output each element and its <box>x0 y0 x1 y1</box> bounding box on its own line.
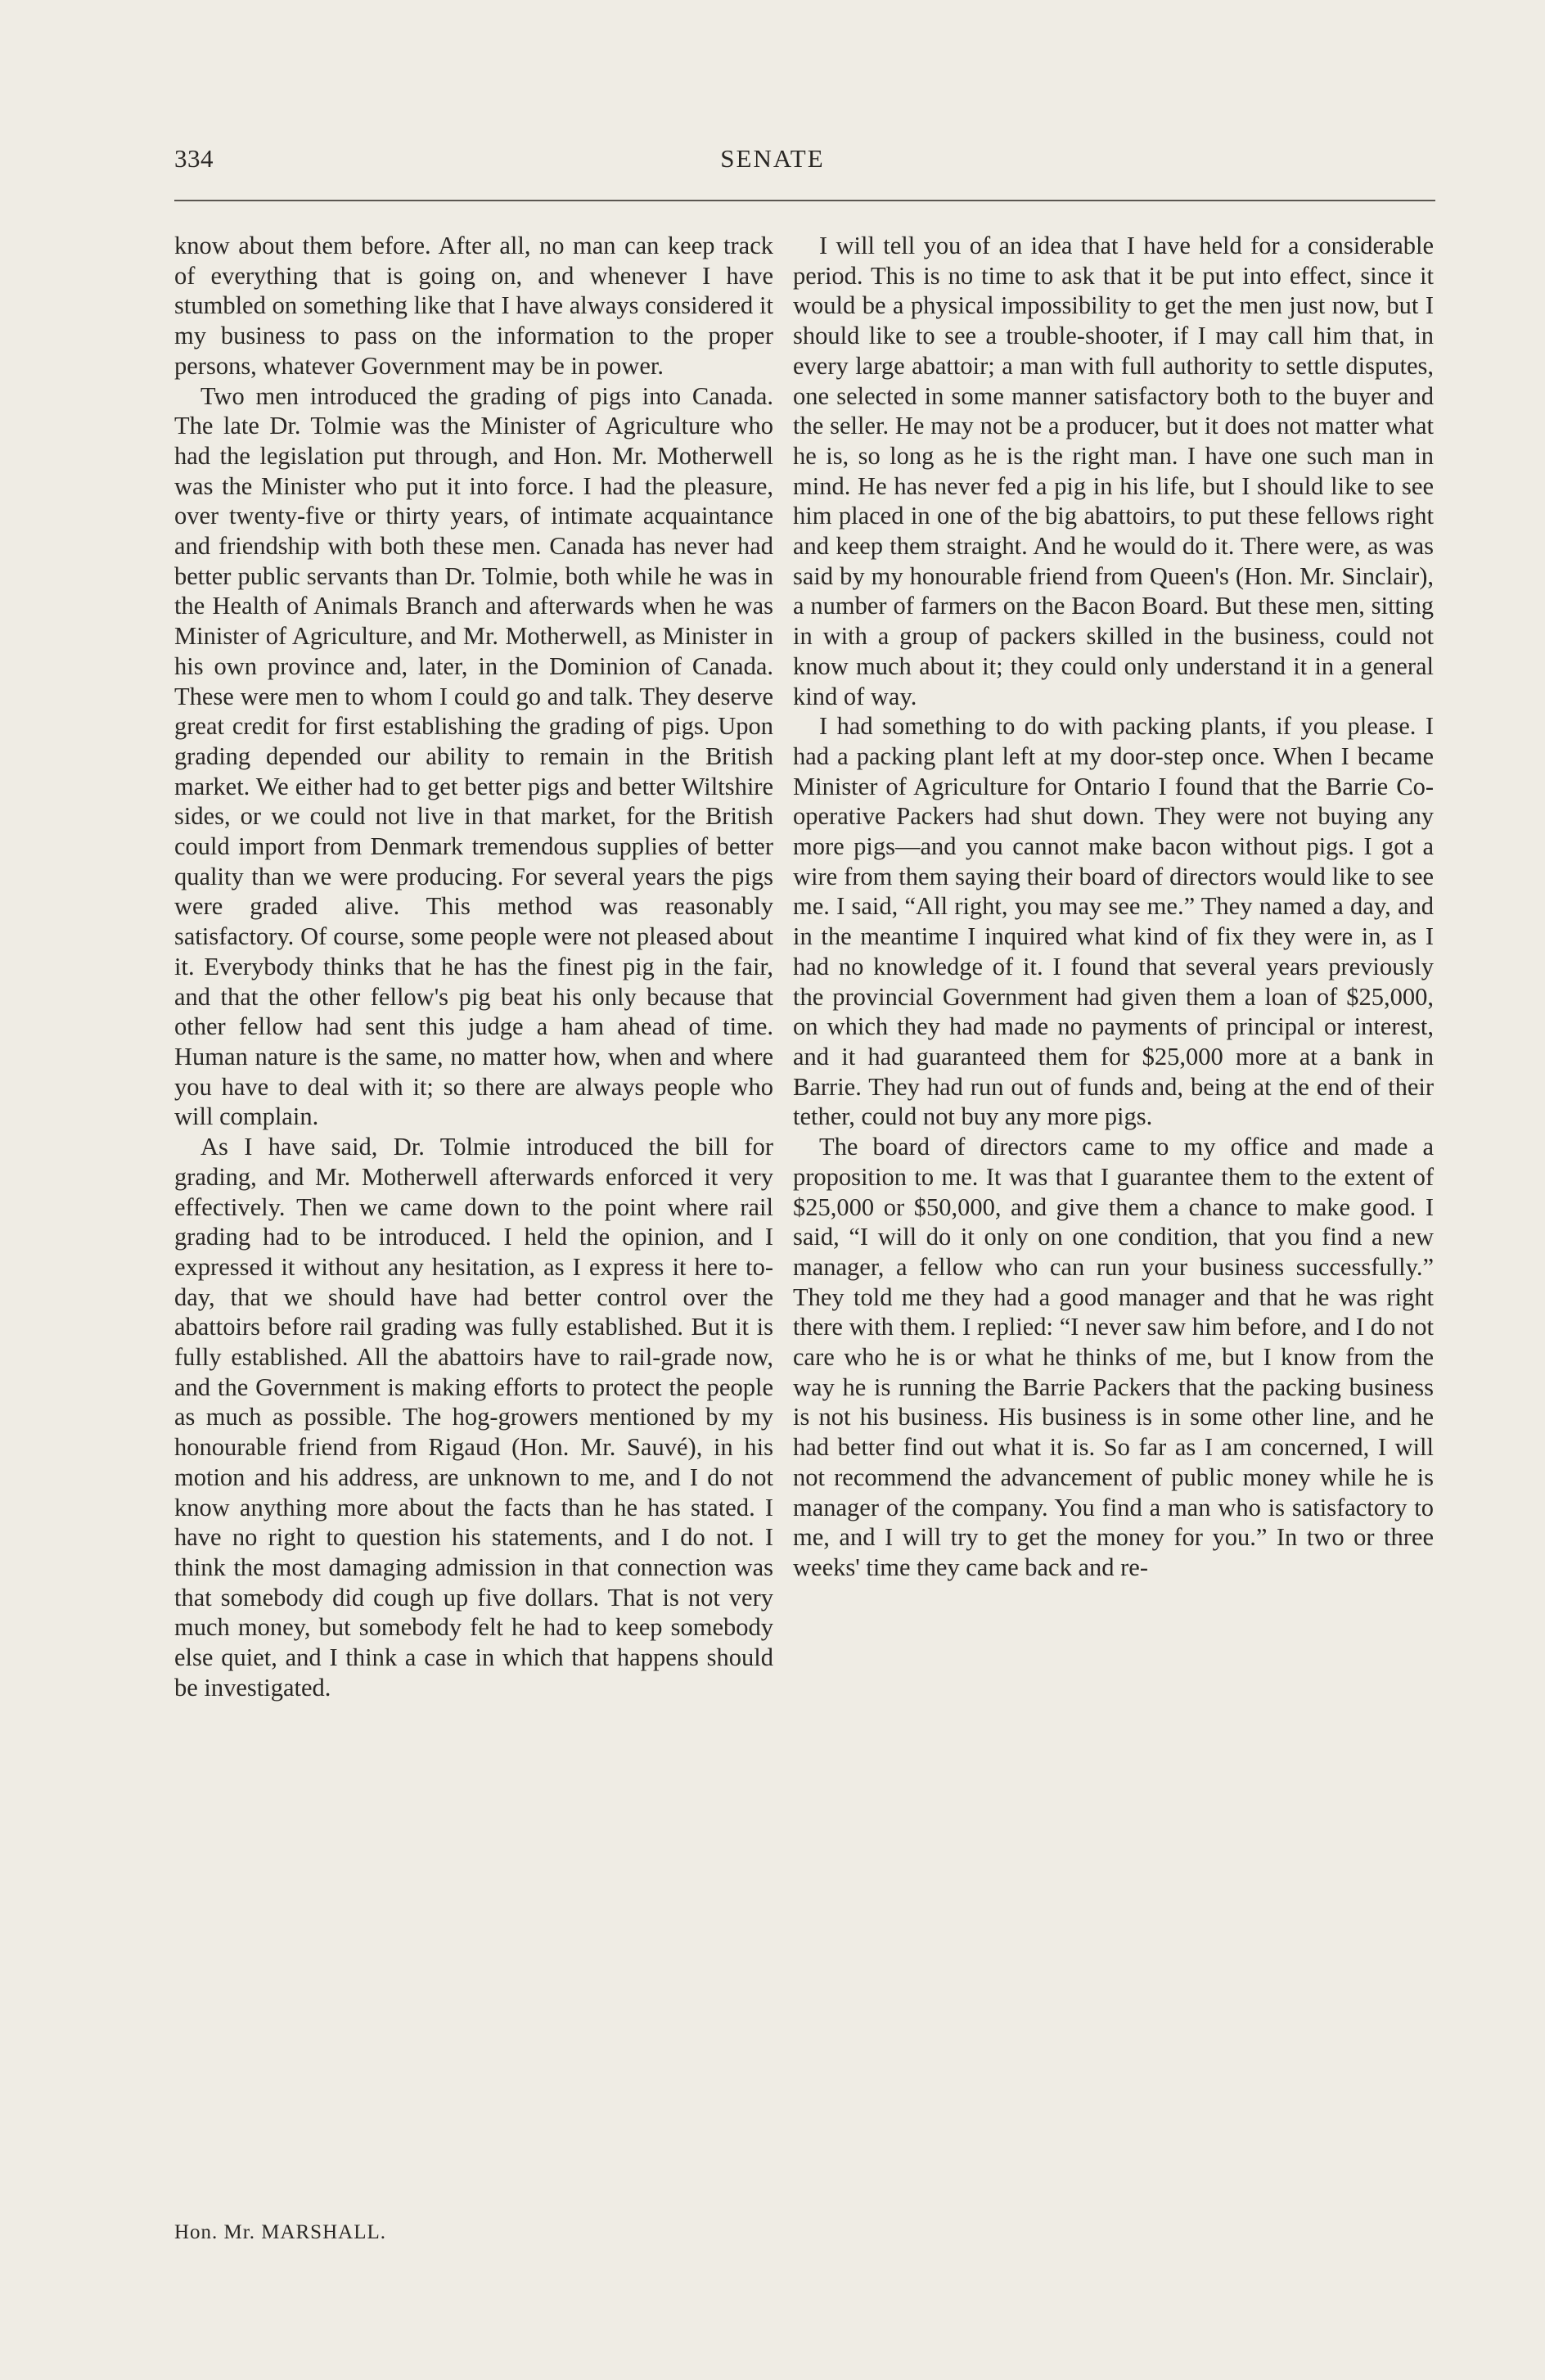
page-number: 334 <box>174 144 214 173</box>
right-column <box>793 231 1434 1583</box>
paragraph: know about them before. After all, no man can keep track of everything that is going on, and whenever I have stumbled on something like that I have always considered it my business to pass on the information to the proper persons, whatever Government may be in power. <box>174 232 773 380</box>
paragraph: The board of directors came to my office and made a proposition to me. It was that I guarantee them to the extent of $25,000 or $50,000, and give them a chance to make good. I said, “I will do it only on one condition, that you find a new manager, a fellow who can run your business successfully.” They told me they had a good manager and that he was right there with them. I replied: “I never saw him before, and I do not care who he is or what he thinks of me, but I know from the way he is running the Barrie Packers that the packing business is not his business. His business is in some other line, and he had better find out what it is. So far as I am concerned, I will not recommend the advancement of public money while he is manager of the company. You find a man who is satisfactory to me, and I will try to get the money for you.” In two or three weeks' time they came back and re- <box>793 1133 1434 1581</box>
paragraph: As I have said, Dr. Tolmie introduced the bill for grading, and Mr. Motherwell afterwards enforced it very effectively. Then we came down to the point where rail grading had to be introduced. I held the opinion, and I expressed it without any hesitation, as I express it here to-day, that we should have had better control over the abattoirs before rail grading was fully established. But it is fully established. All the abattoirs have to rail-grade now, and the Government is making efforts to protect the people as much as possible. The hog-growers mentioned by my honourable friend from Rigaud (Hon. Mr. Sauvé), in his motion and his address, are unknown to me, and I do not know anything more about the facts than he has stated. I have no right to question his statements, and I do not. I think the most damaging admission in that connection was that somebody did cough up five dollars. That is not very much money, but somebody felt he had to keep somebody else quiet, and I think a case in which that happens should be investigated. <box>174 1133 773 1702</box>
running-head: SENATE <box>720 144 825 173</box>
paragraph: I will tell you of an idea that I have held for a considerable period. This is no time to ask that it be put into effect, since it would be a physical impossibility to get the men just now, but I should like to see a trouble-shooter, if I may call him that, in every large abattoir; a man with full authority to settle disputes, one selected in some manner satisfactory both to the buyer and the seller. He may not be a producer, but it does not matter what he is, so long as he is the right man. I have one such man in mind. He has never fed a pig in his life, but I should like to see him placed in one of the big abattoirs, to put these fellows right and keep them straight. And he would do it. There were, as was said by my honourable friend from Queen's (Hon. Mr. Sinclair), a number of farmers on the Bacon Board. But these men, sitting in with a group of packers skilled in the business, could not know much about it; they could only understand it in a general kind of way. <box>793 232 1434 710</box>
footer-speaker: Hon. Mr. MARSHALL. <box>174 2221 386 2243</box>
paragraph: I had something to do with packing plants, if you please. I had a packing plant left at my door-step once. When I became Minister of Agriculture for Ontario I found that the Barrie Co-operative Packers had shut down. They were not buying any more pigs—and you cannot make bacon without pigs. I got a wire from them saying their board of directors would like to see me. I said, “All right, you may see me.” They named a day, and in the meantime I inquired what kind of fix they were in, as I had no knowledge of it. I found that several years previously the provincial Government had given them a loan of $25,000, on which they had made no payments of principal or interest, and it had guaranteed them for $25,000 more at a bank in Barrie. They had run out of funds and, being at the end of their tether, could not buy any more pigs. <box>793 712 1434 1131</box>
header-rule <box>174 200 1435 201</box>
left-column <box>174 231 773 1702</box>
paragraph: Two men introduced the grading of pigs into Canada. The late Dr. Tolmie was the Minister of Agriculture who had the legislation put through, and Hon. Mr. Motherwell was the Minister who put it into force. I had the pleasure, over twenty-five or thirty years, of intimate acquaintance and friendship with both these men. Canada has never had better public servants than Dr. Tolmie, both while he was in the Health of Animals Branch and afterwards when he was Minister of Agriculture, and Mr. Motherwell, as Minister in his own province and, later, in the Dominion of Canada. These were men to whom I could go and talk. They deserve great credit for first establishing the grading of pigs. Upon grading depended our ability to remain in the British market. We either had to get better pigs and better Wiltshire sides, or we could not live in that market, for the British could import from Denmark tremendous supplies of better quality than we were producing. For several years the pigs were graded alive. This method was reasonably satisfactory. Of course, some people were not pleased about it. Everybody thinks that he has the finest pig in the fair, and that the other fellow's pig beat his only because that other fellow had sent this judge a ham ahead of time. Human nature is the same, no matter how, when and where you have to deal with it; so there are always people who will complain. <box>174 381 773 1131</box>
